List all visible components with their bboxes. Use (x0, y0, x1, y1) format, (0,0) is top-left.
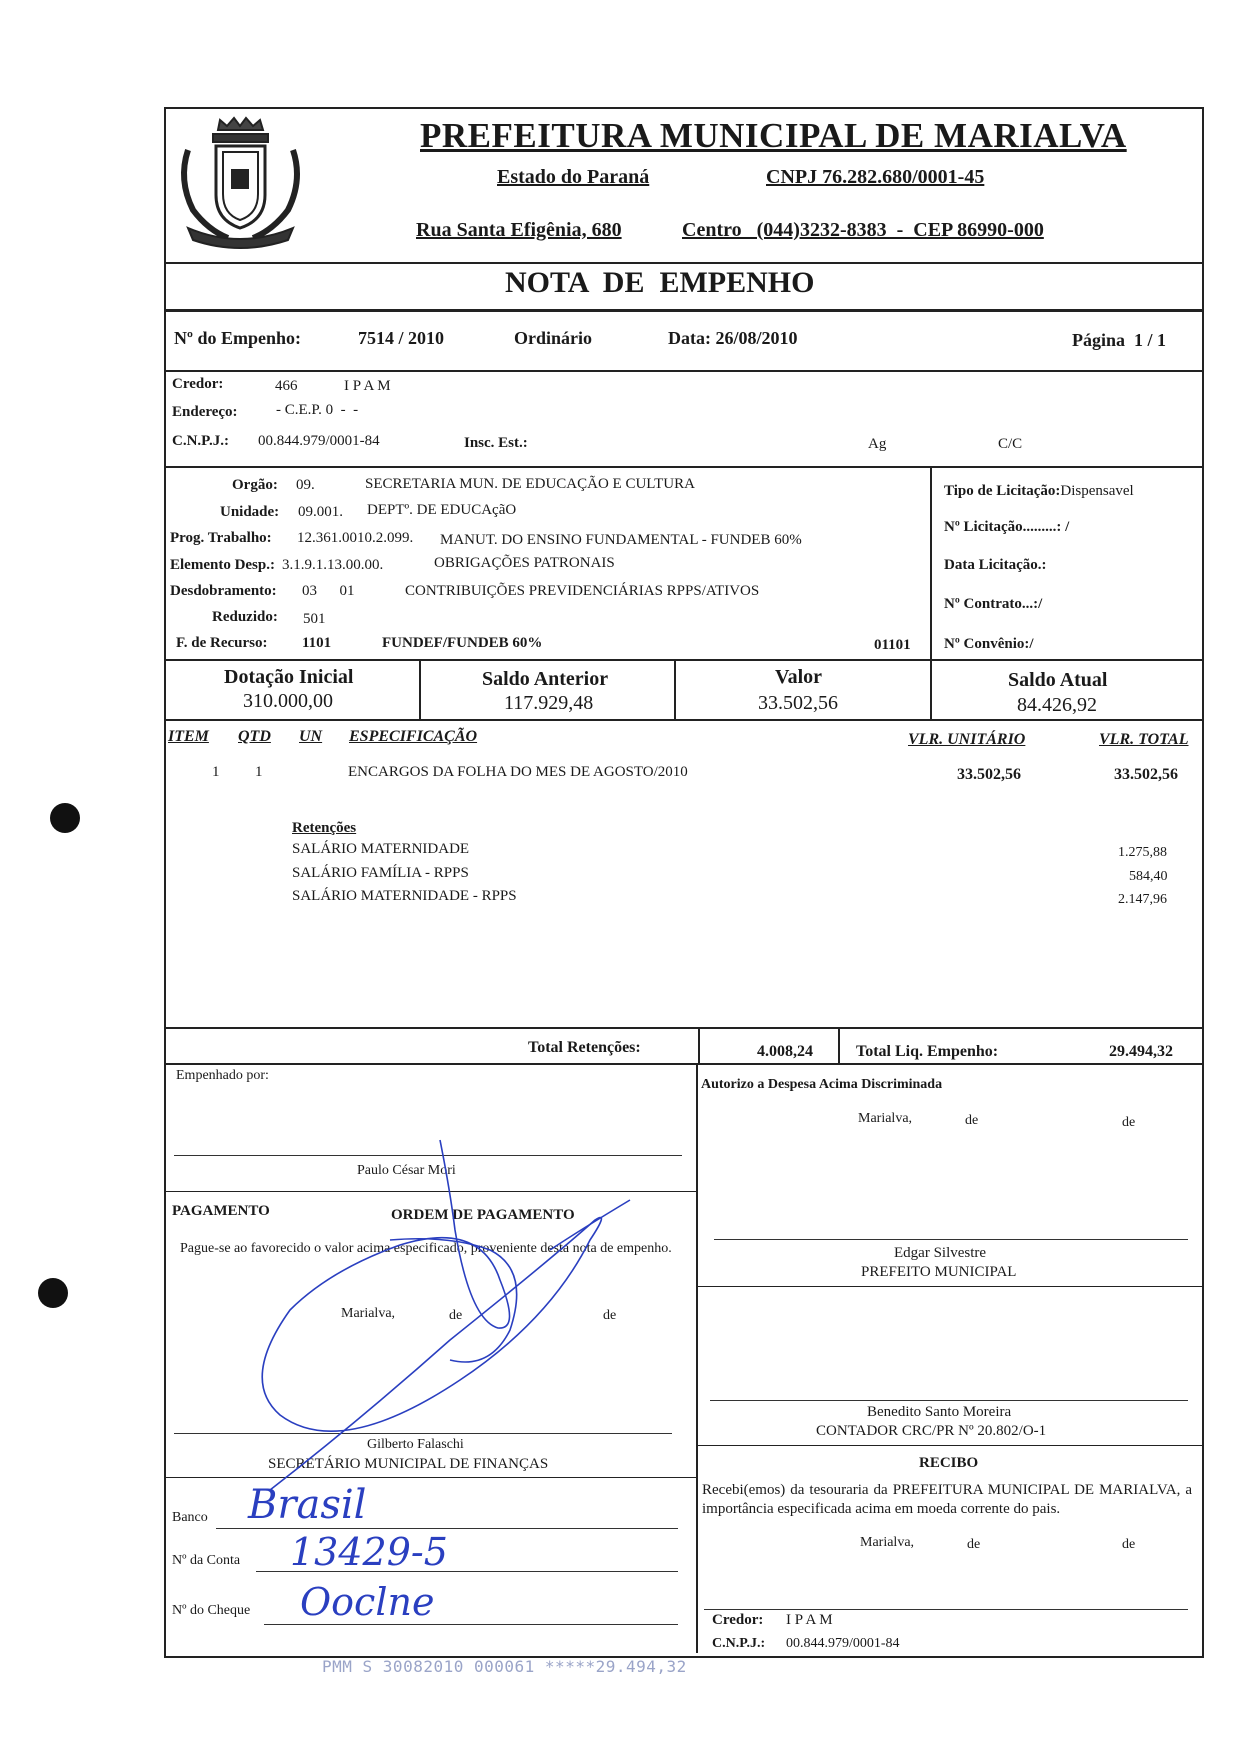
cheque-handwritten: Ooclne (300, 1580, 435, 1624)
autorizo-de-1: de (965, 1113, 979, 1128)
total-retencoes-label: Total Retenções: (528, 1039, 641, 1056)
recibo-de-1: de (967, 1537, 981, 1552)
retencao-value: 584,40 (1129, 869, 1168, 884)
insc-label: Insc. Est.: (464, 435, 528, 451)
reduzido-value: 501 (303, 611, 326, 627)
item-unit-value: 33.502,56 (957, 766, 1021, 783)
cc-label: C/C (998, 436, 1023, 452)
pague-text: Pague-se ao favorecido o valor acima especificado, proveniente desta nota de empenho. (180, 1241, 672, 1256)
page-number: Página 1 / 1 (1072, 330, 1167, 350)
punch-hole-bottom (38, 1278, 68, 1308)
prog-code: 12.361.0010.2.099. (297, 530, 414, 546)
retencao-value: 1.275,88 (1118, 845, 1167, 860)
orgao-name: SECRETARIA MUN. DE EDUCAÇÃO E CULTURA (365, 476, 695, 492)
pagamento-heading: PAGAMENTO (172, 1203, 270, 1219)
empenho-number: 7514 / 2010 (358, 328, 445, 348)
empenho-label: Nº do Empenho: (174, 328, 301, 348)
recurso-extra: 01101 (874, 637, 911, 653)
payment-de-1: de (449, 1308, 463, 1323)
state-name: Estado do Paraná (497, 166, 650, 188)
reduzido-label: Reduzido: (212, 609, 278, 625)
licitacao-type (944, 483, 1134, 500)
convenio-number: Nº Convênio:/ (944, 636, 1034, 652)
banco-label: Banco (172, 1510, 208, 1525)
dotacao-label: Dotação Inicial (224, 666, 354, 688)
item-number: 1 (212, 764, 220, 780)
empenhado-name: Paulo César Mori (357, 1163, 456, 1178)
cheque-label: Nº do Cheque (172, 1603, 251, 1618)
bottom-stamp: PMM S 30082010 000061 *****29.494,32 (322, 1657, 687, 1676)
recibo-de-2: de (1122, 1537, 1136, 1552)
recurso-name: FUNDEF/FUNDEB 60% (382, 635, 543, 651)
unidade-name: DEPTº. DE EDUCAçãO (367, 502, 517, 518)
signature-scribble (250, 1130, 690, 1490)
col-header-vlr-unitario: VLR. UNITÁRIO (908, 731, 1026, 748)
col-header-qtd: QTD (238, 728, 271, 745)
recibo-text: Recebi(emos) da tesouraria da PREFEITURA MUNICIPAL DE MARIALVA, a importância especificada acima em moeda corrente do pais. (702, 1482, 1192, 1517)
desdobramento-name: CONTRIBUIÇÕES PREVIDENCIÁRIAS RPPS/ATIVOS (405, 583, 760, 599)
cnpj-value: 00.844.979/0001-84 (258, 433, 380, 449)
credor-label: Credor: (172, 376, 224, 392)
valor-label: Valor (775, 666, 823, 688)
licitacao-type-value: Dispensavel (1060, 483, 1134, 499)
desdobramento-label: Desdobramento: (170, 583, 277, 599)
prefeitura-address: Rua Santa Efigênia, 680 (416, 219, 622, 241)
coat-of-arms-icon (168, 110, 313, 255)
elemento-name: OBRIGAÇÕES PATRONAIS (434, 555, 615, 571)
contador-name: Benedito Santo Moreira (867, 1404, 1012, 1420)
licitacao-type-label: Tipo de Licitação: (944, 483, 1061, 499)
banco-handwritten: Brasil (248, 1482, 367, 1528)
prefeito-title: PREFEITO MUNICIPAL (861, 1264, 1017, 1280)
conta-label: Nº da Conta (172, 1553, 241, 1568)
cnpj-label: C.N.P.J.: (172, 433, 229, 449)
recibo-credor-value: I P A M (786, 1612, 833, 1628)
col-header-especificacao: ESPECIFICAÇÃO (349, 728, 478, 745)
licitacao-date: Data Licitação.: (944, 557, 1047, 573)
empenho-type: Ordinário (514, 328, 593, 348)
retencao-name: SALÁRIO MATERNIDADE - RPPS (292, 888, 517, 904)
elemento-code: 3.1.9.1.13.00.00. (282, 557, 384, 573)
secretario-title: SECRETÁRIO MUNICIPAL DE FINANÇAS (268, 1456, 549, 1472)
retencao-name: SALÁRIO FAMÍLIA - RPPS (292, 865, 469, 881)
prog-name: MANUT. DO ENSINO FUNDAMENTAL - FUNDEB 60% (440, 532, 802, 548)
licitacao-number: Nº Licitação.........: / (944, 519, 1070, 535)
prefeito-name: Edgar Silvestre (894, 1245, 987, 1261)
retencao-name: SALÁRIO MATERNIDADE (292, 841, 470, 857)
address-label: Endereço: (172, 404, 238, 420)
elemento-label: Elemento Desp.: (170, 557, 275, 573)
conta-handwritten: 13429-5 (290, 1530, 448, 1574)
empenhado-label: Empenhado por: (176, 1068, 269, 1083)
col-header-item: ITEM (168, 728, 209, 745)
recibo-cnpj-value: 00.844.979/0001-84 (786, 1636, 900, 1651)
contract-number: Nº Contrato...:/ (944, 596, 1043, 612)
recibo-credor-label: Credor: (712, 1612, 764, 1628)
item-description: ENCARGOS DA FOLHA DO MES DE AGOSTO/2010 (348, 764, 688, 780)
credor-code: 466 (275, 378, 298, 394)
orgao-label: Orgão: (232, 477, 278, 493)
saldo-atual-label: Saldo Atual (1008, 669, 1108, 691)
retencao-value: 2.147,96 (1118, 892, 1167, 907)
recibo-heading: RECIBO (919, 1455, 979, 1471)
payment-de-2: de (603, 1308, 617, 1323)
orgao-code: 09. (296, 477, 315, 493)
autorizo-city: Marialva, (858, 1111, 913, 1126)
unidade-code: 09.001. (298, 504, 343, 520)
credor-name: I P A M (344, 378, 391, 394)
total-liquido-label: Total Liq. Empenho: (856, 1043, 999, 1060)
prefeitura-cnpj: CNPJ 76.282.680/0001-45 (766, 166, 985, 188)
saldo-anterior-label: Saldo Anterior (482, 668, 609, 690)
payment-city: Marialva, (341, 1306, 396, 1321)
recurso-code: 1101 (302, 635, 332, 651)
retencoes-heading: Retenções (292, 820, 357, 836)
total-retencoes-value: 4.008,24 (757, 1043, 813, 1060)
recurso-label: F. de Recurso: (176, 635, 268, 651)
prefeitura-title: PREFEITURA MUNICIPAL DE MARIALVA (420, 116, 1127, 155)
empenho-date: Data: 26/08/2010 (668, 328, 798, 348)
col-header-vlr-total: VLR. TOTAL (1099, 731, 1189, 748)
prog-label: Prog. Trabalho: (170, 530, 272, 546)
item-qtd: 1 (255, 764, 263, 780)
prefeitura-contact: Centro (044)3232-8383 - CEP 86990-000 (682, 219, 1044, 241)
ordem-heading: ORDEM DE PAGAMENTO (391, 1207, 575, 1223)
ag-label: Ag (868, 436, 887, 452)
autorizo-heading: Autorizo a Despesa Acima Discriminada (701, 1077, 943, 1092)
item-total-value: 33.502,56 (1114, 766, 1178, 783)
recibo-cnpj-label: C.N.P.J.: (712, 1636, 766, 1651)
punch-hole-top (50, 803, 80, 833)
contador-title: CONTADOR CRC/PR Nº 20.802/O-1 (816, 1423, 1047, 1439)
valor-value: 33.502,56 (758, 692, 838, 714)
total-liquido-value: 29.494,32 (1109, 1043, 1173, 1060)
unidade-label: Unidade: (220, 504, 280, 520)
recibo-city: Marialva, (860, 1535, 915, 1550)
document-title: NOTA DE EMPENHO (505, 266, 815, 299)
dotacao-value: 310.000,00 (243, 690, 333, 712)
saldo-atual-value: 84.426,92 (1017, 694, 1097, 716)
col-header-un: UN (299, 728, 323, 745)
desdobramento-code: 03 01 (302, 583, 355, 599)
saldo-anterior-value: 117.929,48 (504, 692, 594, 714)
autorizo-de-2: de (1122, 1115, 1136, 1130)
address-value: - C.E.P. 0 - - (276, 402, 359, 418)
secretario-name: Gilberto Falaschi (367, 1437, 464, 1452)
